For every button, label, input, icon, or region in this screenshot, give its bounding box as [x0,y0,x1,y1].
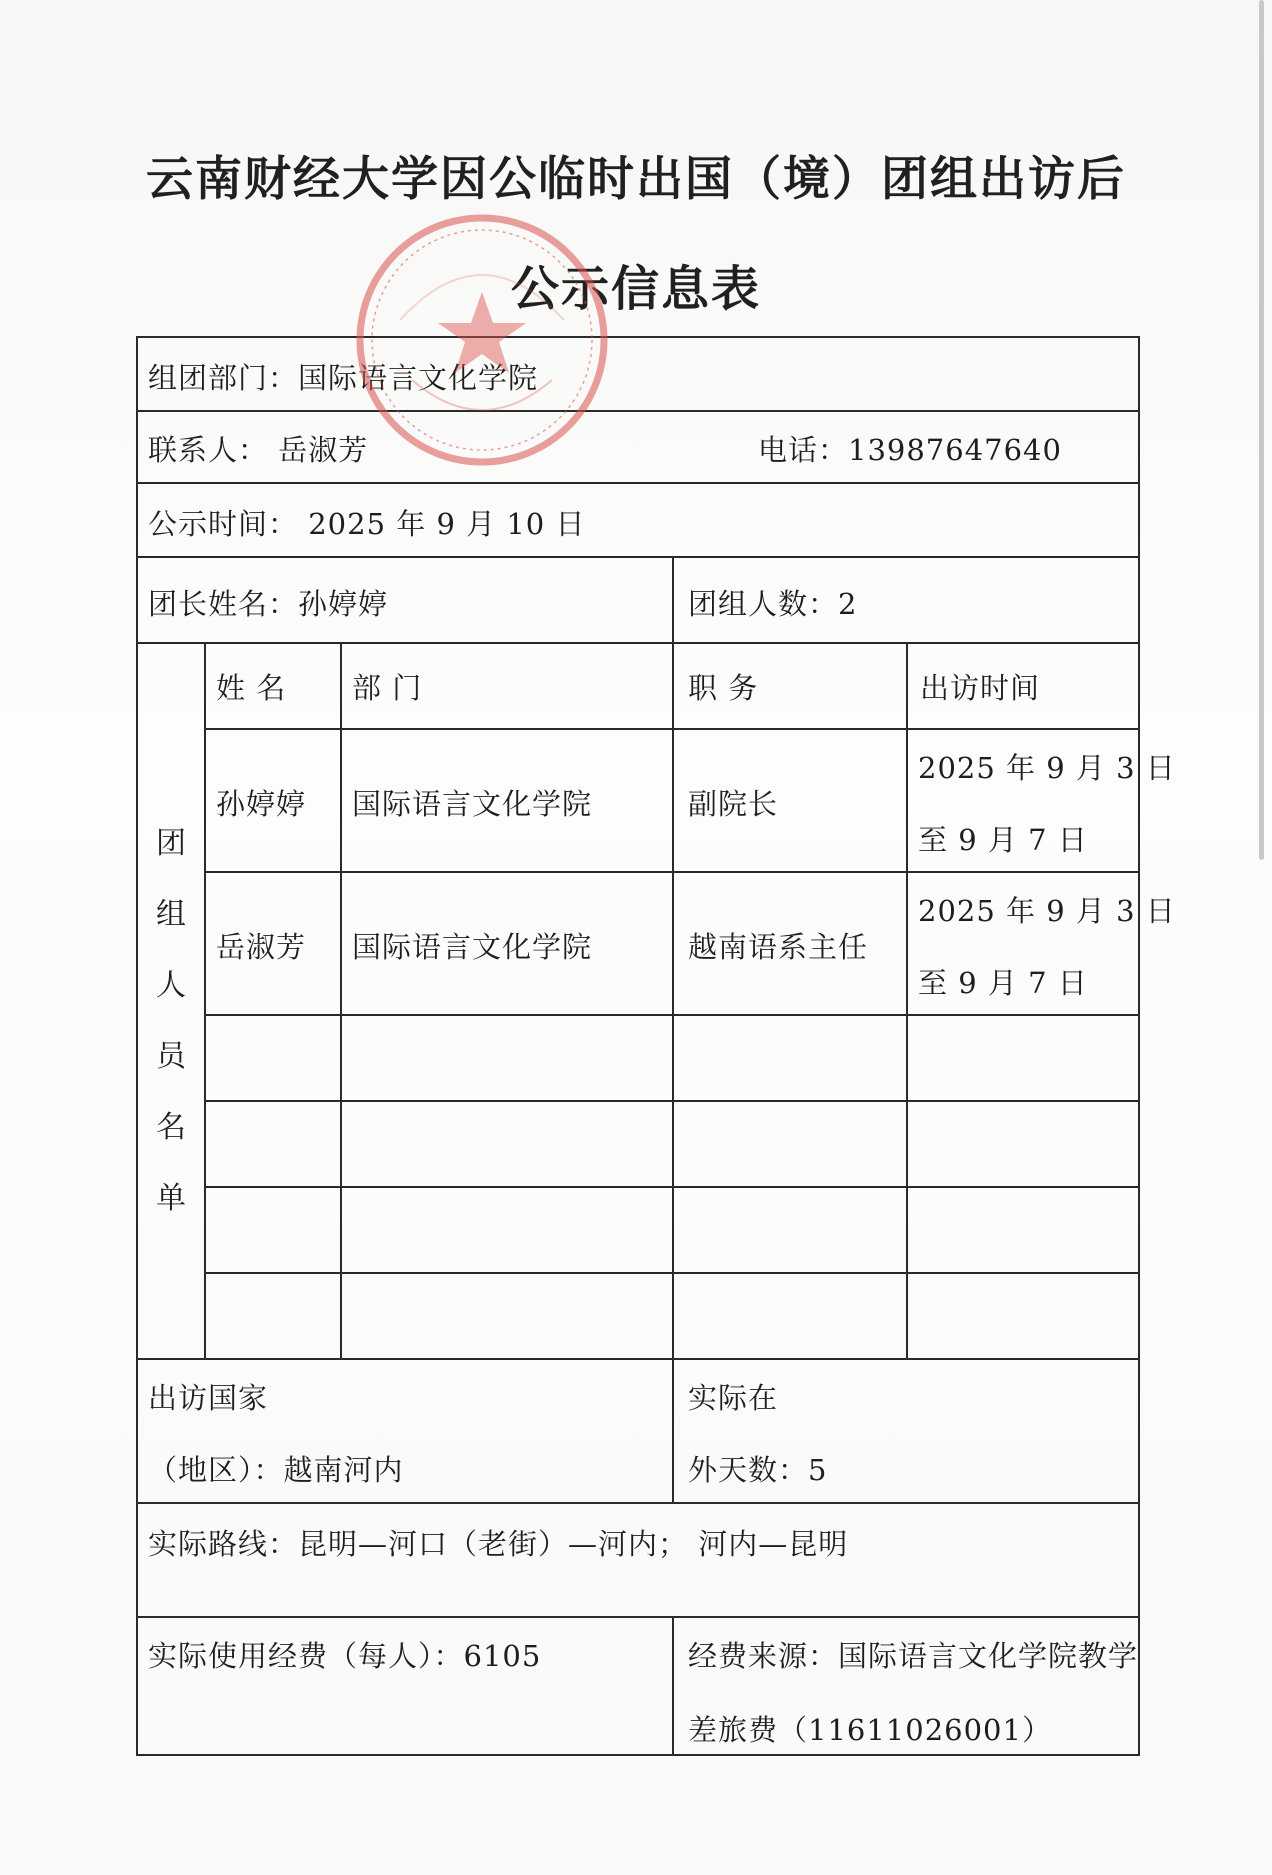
info-form [136,336,1176,1756]
vertical-char: 名 [156,1110,186,1145]
visit-country-label: 出访国家 [148,1381,269,1415]
col-divider [906,642,908,1358]
row-divider [138,556,1138,558]
vertical-char: 员 [156,1039,186,1074]
vertical-char: 人 [156,968,186,1003]
member-name: 岳淑芳 [216,930,307,964]
members-list-label [151,808,191,1234]
member-position: 副院长 [688,787,779,821]
row-divider [138,1616,1138,1618]
org-department: 组团部门：国际语言文化学院 [148,361,539,395]
column-header-position: 职 务 [688,671,759,705]
column-header-name: 姓 名 [216,671,287,705]
member-dept: 国际语言文化学院 [352,787,593,821]
col-divider [672,556,674,1358]
member-time-start: 2025 年 9 月 3 日 [918,894,1176,928]
vertical-char: 组 [156,897,186,932]
column-header-time: 出访时间 [920,671,1041,705]
fund-source-code: 差旅费（11611026001） [688,1713,1052,1747]
row-divider [138,642,1138,644]
row-divider [204,871,1138,873]
fund-source: 经费来源：国际语言文化学院教学 [688,1639,1139,1673]
vertical-char: 团 [156,826,186,861]
visit-country-value: （地区）：越南河内 [148,1453,404,1487]
row-divider [204,1186,1138,1188]
member-time-end: 至 9 月 7 日 [918,823,1088,857]
group-leader: 团长姓名：孙婷婷 [148,587,389,621]
days-abroad-label: 实际在 [688,1381,779,1415]
col-divider [204,642,206,1358]
contact-person: 联系人： 岳淑芳 [148,433,369,467]
member-dept: 国际语言文化学院 [352,930,593,964]
scrollbar[interactable] [1259,0,1264,860]
row-divider [138,1502,1138,1504]
days-abroad-value: 外天数：5 [688,1453,828,1487]
member-position: 越南语系主任 [688,930,869,964]
publish-time: 公示时间： 2025 年 9 月 10 日 [148,507,586,541]
column-header-dept: 部 门 [352,671,423,705]
vertical-char: 单 [156,1181,186,1216]
row-divider [138,410,1138,412]
actual-cost: 实际使用经费（每人）：6105 [148,1639,542,1673]
row-divider [138,482,1138,484]
contact-phone: 电话：13987647640 [758,433,1062,467]
row-divider [204,1272,1138,1274]
col-divider [340,642,342,1358]
row-divider [204,1100,1138,1102]
member-count: 团组人数：2 [688,587,858,621]
member-name: 孙婷婷 [216,787,307,821]
row-divider [204,1014,1138,1016]
member-time-start: 2025 年 9 月 3 日 [918,751,1176,785]
member-time-end: 至 9 月 7 日 [918,966,1088,1000]
row-divider [138,1358,1138,1360]
row-divider [204,728,1138,730]
document-title: 云南财经大学因公临时出国（境）团组出访后 [146,152,1126,207]
document-subtitle: 公示信息表 [510,261,761,317]
col-divider [672,1616,674,1754]
col-divider [672,1358,674,1502]
actual-route: 实际路线：昆明—河口（老街）—河内； 河内—昆明 [148,1527,849,1561]
